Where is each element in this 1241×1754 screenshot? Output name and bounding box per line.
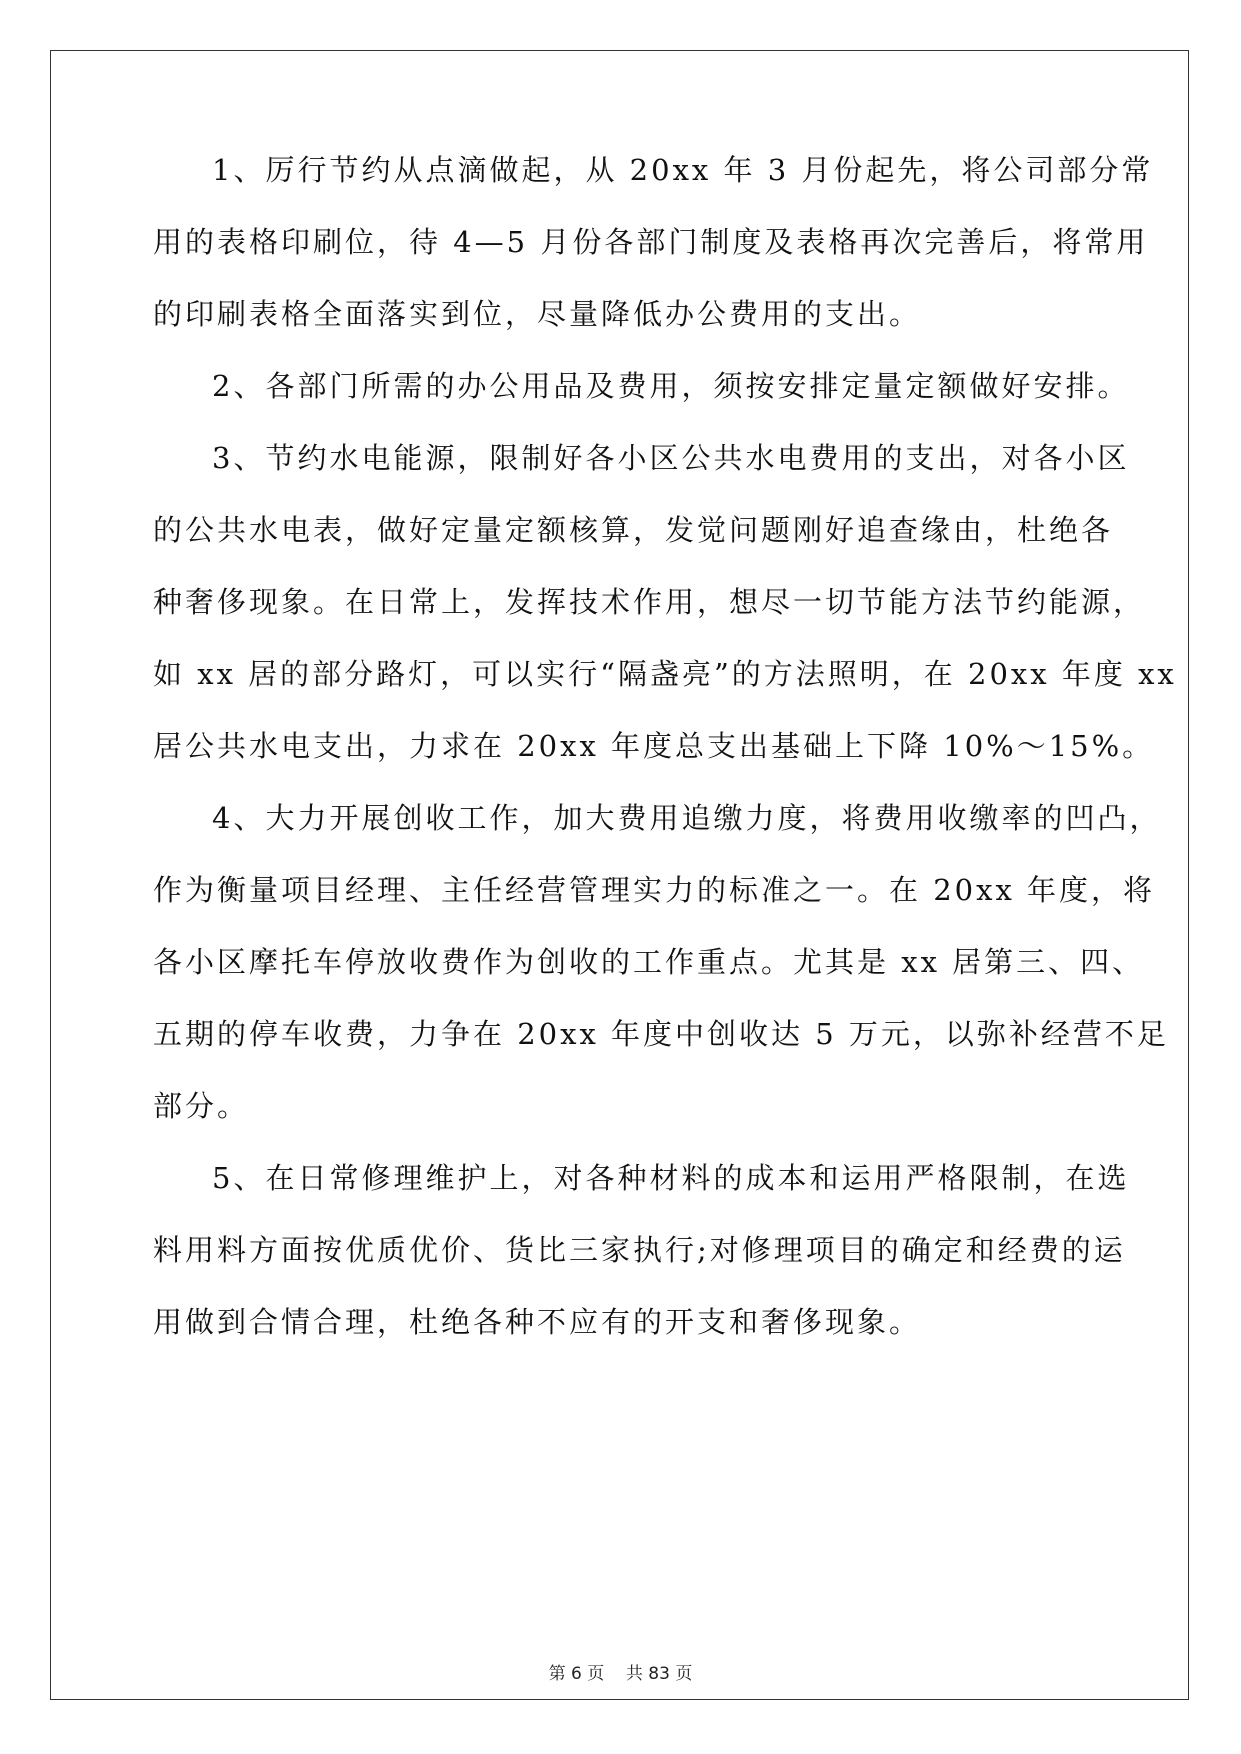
paragraph-1-line-1: 1、厉行节约从点滴做起，从 20xx 年 3 月份起先，将公司部分常 — [212, 153, 1154, 187]
paragraph-5-line-1: 5、在日常修理维护上，对各种材料的成本和运用严格限制，在选 — [212, 1161, 1130, 1195]
paragraph-2-line-1: 2、各部门所需的办公用品及费用，须按安排定量定额做好安排。 — [212, 369, 1130, 403]
paragraph-5-line-3: 用做到合情合理，杜绝各种不应有的开支和奢侈现象。 — [153, 1305, 922, 1339]
paragraph-3-line-1: 3、节约水电能源，限制好各小区公共水电费用的支出，对各小区 — [212, 441, 1130, 475]
paragraph-3-line-4: 如 xx 居的部分路灯，可以实行“隔盏亮”的方法照明，在 20xx 年度 xx — [153, 657, 1177, 691]
paragraph-4-line-1: 4、大力开展创收工作，加大费用追缴力度，将费用收缴率的凹凸， — [212, 801, 1162, 835]
paragraph-3-line-2: 的公共水电表，做好定量定额核算，发觉问题刚好追查缘由，杜绝各 — [153, 513, 1114, 547]
paragraph-3-line-5: 居公共水电支出，力求在 20xx 年度总支出基础上下降 10%～15%。 — [153, 729, 1155, 763]
paragraph-4-line-3: 各小区摩托车停放收费作为创收的工作重点。尤其是 xx 居第三、四、 — [153, 945, 1145, 979]
paragraph-1-line-2: 用的表格印刷位，待 4—5 月份各部门制度及表格再次完善后，将常用 — [153, 225, 1149, 259]
page-number-footer: 第 6 页 共 83 页 — [548, 1664, 693, 1684]
paragraph-4-line-2: 作为衡量项目经理、主任经营管理实力的标准之一。在 20xx 年度，将 — [153, 873, 1156, 907]
paragraph-4-line-5: 部分。 — [153, 1089, 250, 1123]
paragraph-1-line-3: 的印刷表格全面落实到位，尽量降低办公费用的支出。 — [153, 297, 922, 331]
paragraph-5-line-2: 料用料方面按优质优价、货比三家执行;对修理项目的确定和经费的运 — [153, 1233, 1126, 1267]
paragraph-3-line-3: 种奢侈现象。在日常上，发挥技术作用，想尽一切节能方法节约能源， — [153, 585, 1146, 619]
paragraph-4-line-4: 五期的停车收费，力争在 20xx 年度中创收达 5 万元，以弥补经营不足 — [153, 1017, 1169, 1051]
